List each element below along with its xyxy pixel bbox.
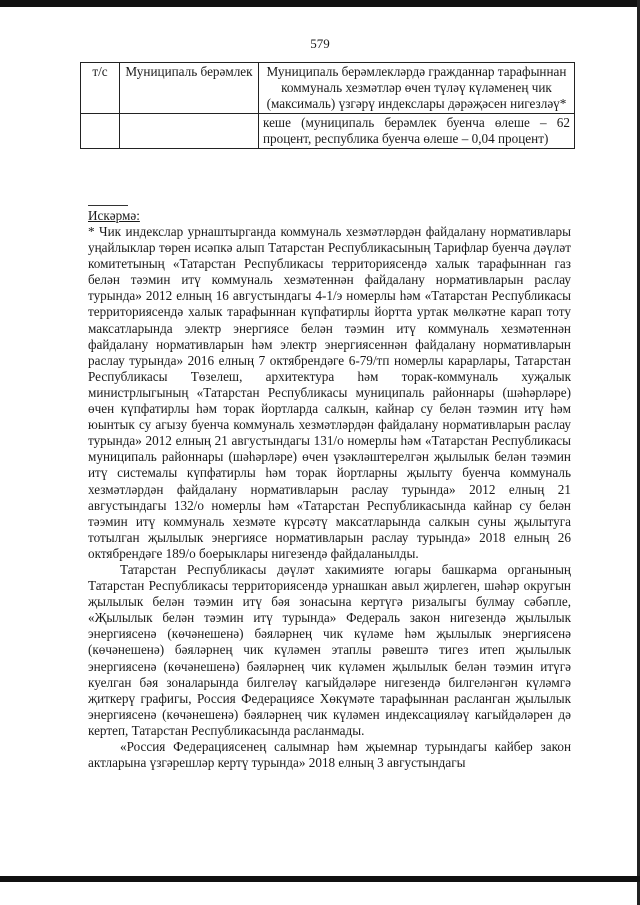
table-row xyxy=(81,114,575,149)
cell-num xyxy=(81,114,120,149)
header-index: Муниципаль берәмлекләрдә гражданнар тарафыннан коммуналь хезмәтләр өчен түләү күләменең чик (максималь) үзгәрү индекслары дәрәҗәсен нигезләү* xyxy=(259,63,575,114)
footnote-divider xyxy=(88,205,128,206)
header-num: т/с xyxy=(81,63,120,114)
notes-paragraph-2: Татарстан Республикасы дәүләт хакимияте югары башкарма органының Татарстан Республикасы территориясендә урнашкан авыл җирлеген, шәһәр округын җылылык белән тәэмин итү бәя зонасына кертүгә ризалыгы булмау сәбәпле, «Җылылык белән тәэмин итү турында» Федераль закон нигезендә җылылык энергиясенә (көчәнешенә) бәяләрнең чик күләме һәм җылылык энергиясенә (көчәнешенә) бәяләрнең чик күләмен этаплы рәвештә тигез итеп җылылык энергиясенә (көчәнешенә) бәяләрнең чик күләмен җылылык белән тәэмин итүгә куелган бәя зоналарында билгеләү кагыйдәләре нигезендә билгеләнгән күләмгә җиткерү графигы, Россия Федерациясе Хөкүмәте тарафыннан расланган җылылык энергиясенә (көчәнешенә) бәяләрнең чик күләмен индексацияләү кагыйдәләрен дә кертеп, Татарстан Республикасында расланмады. xyxy=(88,561,571,738)
municipal-index-table xyxy=(80,62,575,149)
scan-edge-top xyxy=(0,0,640,7)
scan-edge-bottom xyxy=(0,876,640,882)
notes-heading: Искәрмә: xyxy=(88,208,140,223)
notes-paragraph-3: «Россия Федерациясенең салымнар һәм җыемнар турындагы кайбер закон актларына үзгәрешләр кертү турында» 2018 елның 3 августындагы xyxy=(88,739,571,771)
notes-body xyxy=(88,224,571,771)
header-municipality: Муниципаль берәмлек xyxy=(120,63,259,114)
cell-index: кеше (муниципаль берәмлек буенча өлеше – 62 процент, республика буенча өлеше – 0,04 процент) xyxy=(259,114,575,149)
notes-paragraph-1: * Чик индекслар урнаштырганда коммуналь хезмәтләрдән файдалану нормативлары уңайлыклар төрен исәпкә алып Татарстан Республикасының Тарифлар буенча дәүләт комитетының «Татарстан Республикасы территориясендә халык тарафыннан газ белән тәэмин итү коммуналь хезмәтеннән файдалану нормативларын раслау турында» 2012 елның 16 августындагы 4-1/э номерлы һәм «Татарстан Республикасы территориясендә халык тарафыннан күпфатирлы йортта уртак мөлкәтне карап тоту максатларында электр энергиясе белән тәэмин итү коммуналь хезмәтеннән файдалану нормативларын һәм электр энергиясеннән файдалану нормативларын раслау турында» 2016 елның 7 октябрендәге 6-79/тп номерлы карарлары, Татарстан Республикасы Төзелеш, архитектура һәм торак-коммуналь хуҗалык министрлыгының «Татарстан Республикасы муниципаль районнары (шәһәрләре) өчен күпфатирлы һәм торак йортларда салкын, кайнар су белән тәэмин итү һәм юынтык су агызу буенча коммуналь хезмәтләрдән файдалану нормативларын раслау турында» 2012 елның 21 августындагы 131/о номерлы һәм «Татарстан Республикасы муниципаль районнары (шәһәрләре) өчен үзәкләштерелгән җылылык белән тәэмин итү системалы күпфатирлы һәм торак йортларны җылыту буенча коммуналь хезмәтләрдән файдалану нормативларын раслау турында» 2012 елның 21 августындагы 132/о номерлы һәм «Татарстан Республикасында кайнар су белән тәэмин итү коммуналь хезмәте күрсәтү максатларында салкын суны җылытуга тотылган җылылык энергиясе нормативларын раслау турында» 2018 елның 26 октябрендәге 189/о боерыклары нигезендә файдаланылды. xyxy=(88,224,571,561)
table-header-row xyxy=(81,63,575,114)
cell-municipality xyxy=(120,114,259,149)
page-number: 579 xyxy=(310,36,330,51)
